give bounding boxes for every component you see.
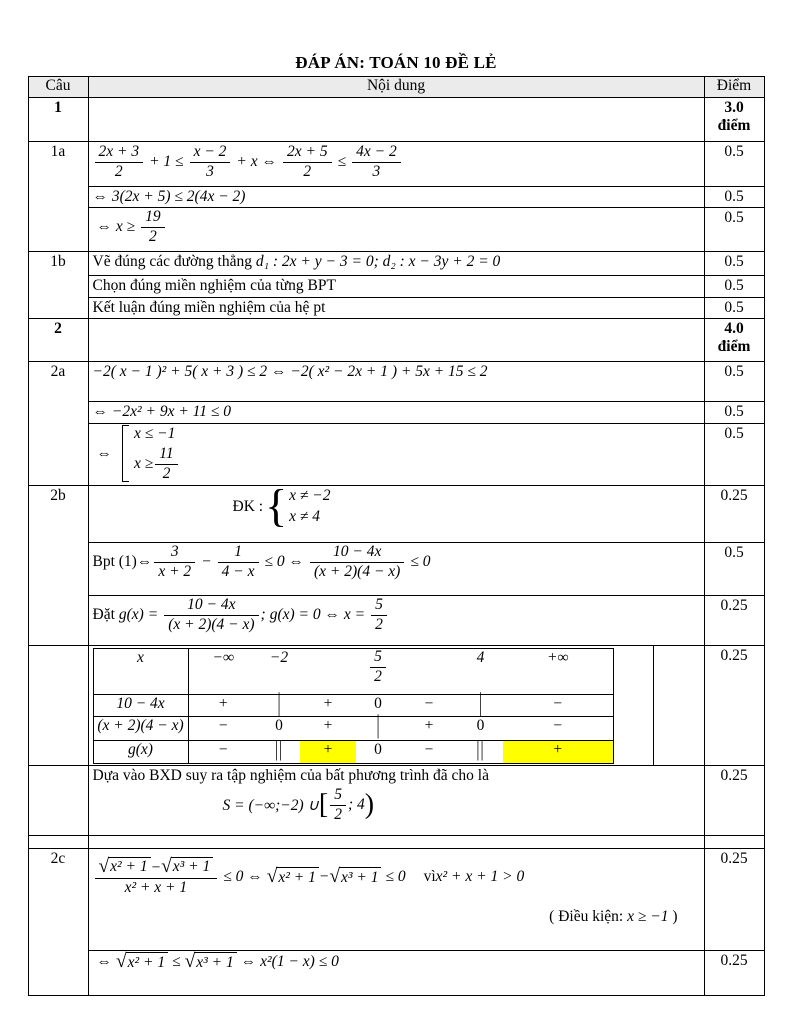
content-cell <box>88 424 704 486</box>
math-text: ; 4 <box>347 796 365 814</box>
fraction <box>310 544 404 580</box>
math-text: ⇔ <box>96 953 112 970</box>
math-text: ≤ 0 <box>385 867 406 885</box>
content-cell <box>88 252 704 276</box>
content-cell <box>88 276 704 298</box>
separator-cell <box>356 710 400 741</box>
fraction <box>330 787 346 823</box>
formula-1a-1 <box>93 144 403 180</box>
numerator: 11 <box>155 446 177 465</box>
radical-icon: √ <box>116 951 127 972</box>
numerator: 2x + 3 <box>95 144 144 163</box>
formula-1b-lines: d₁ : 2x + y − 3 = 0; d₂ : x − 3y + 2 = 0 <box>255 253 501 270</box>
table-row <box>28 298 764 319</box>
math-text: ⇔ x ≥ <box>96 218 136 236</box>
fraction <box>141 209 165 245</box>
points-cell <box>704 98 764 142</box>
fraction <box>371 597 387 633</box>
expr-label: 10 − 4x <box>93 695 188 717</box>
case-stack <box>289 487 330 526</box>
radical-icon: √ <box>98 856 110 877</box>
content-cell <box>88 849 704 951</box>
formula-1a-2: ⇔ 3(2x + 5) ≤ 2(4x − 2) <box>92 188 246 205</box>
radicand: x³ + 1 <box>194 952 237 972</box>
denominator: x + 2 <box>158 562 192 580</box>
solution-set <box>223 787 700 823</box>
table-row <box>28 402 764 424</box>
condition-label: ĐK : <box>232 497 264 515</box>
sqrt-expression <box>329 867 381 887</box>
table-row <box>28 187 764 208</box>
content-cell <box>88 836 704 849</box>
points-cell: 0.25 <box>704 951 764 996</box>
table-row <box>28 424 764 486</box>
sign-cell <box>300 649 356 695</box>
radicand: x³ + 1 <box>171 857 214 876</box>
formula-2c-2 <box>93 952 343 972</box>
content-cell <box>88 480 704 543</box>
answer-text: Vẽ đúng các đường thẳng <box>92 253 252 270</box>
points-cell: 0.5 <box>704 142 764 187</box>
expr-label: (x + 2)(4 − x) <box>93 717 188 741</box>
points-cell: 0.25 <box>704 596 764 646</box>
numerator <box>95 857 218 879</box>
table-row <box>28 766 764 836</box>
sign-table <box>93 648 614 764</box>
boundary-label: +∞ <box>503 649 613 695</box>
table-header-row <box>28 77 764 98</box>
numerator: x − 2 <box>190 144 231 163</box>
vertical-bar: | <box>277 688 281 718</box>
points-cell: 0.25 <box>704 849 764 951</box>
fraction <box>190 144 231 180</box>
header-diem: Điểm <box>704 77 764 98</box>
numerator: 1 <box>218 544 259 563</box>
curly-brace: { <box>265 480 288 532</box>
table-row <box>28 543 764 596</box>
math-text: g(x) = <box>118 606 159 624</box>
math-text: g(x) = 0 ⇔ x = <box>269 606 366 624</box>
radicand: x² + 1 <box>126 952 169 972</box>
points-cell: 0.5 <box>704 298 764 319</box>
answer-key-table <box>28 76 765 996</box>
points-cell: 0.5 <box>704 208 764 252</box>
content-cell <box>88 142 704 187</box>
math-text: − <box>150 859 162 876</box>
vertical-bar: | <box>376 710 380 740</box>
table-row <box>28 646 764 766</box>
math-text: − <box>201 553 212 571</box>
sign-cell: − <box>188 717 258 741</box>
boundary-label: 4 <box>458 649 503 695</box>
cau-cell: 2c <box>28 849 88 996</box>
points-value: 3.0 <box>724 99 744 116</box>
separator-cell <box>258 688 300 718</box>
fraction <box>283 144 332 180</box>
math-text: ; <box>260 606 266 624</box>
numerator: 3 <box>154 544 195 563</box>
math-text: + 1 ≤ <box>149 153 184 171</box>
radical-icon: √ <box>329 865 340 887</box>
cau-cell: 1b <box>28 252 88 319</box>
cau-cell <box>28 836 88 849</box>
formula-1a-3 <box>93 209 167 245</box>
case-line <box>134 446 180 482</box>
sign-cell: + <box>300 695 356 717</box>
math-text: x² + x + 1 > 0 <box>435 867 525 885</box>
math-text: + x ⇔ <box>236 153 277 171</box>
denominator: 2 <box>114 162 123 180</box>
fraction <box>352 144 401 180</box>
cau-cell: 1a <box>28 142 88 252</box>
points-cell <box>704 836 764 849</box>
cau-cell <box>28 646 88 766</box>
formula-2b-bpt <box>93 544 435 580</box>
vertical-bar: | <box>478 688 483 718</box>
radicand: x² + 1 <box>276 867 319 887</box>
table-row <box>28 208 764 252</box>
content-cell <box>88 766 704 836</box>
table-row <box>28 596 764 646</box>
points-cell: 0.5 <box>704 362 764 402</box>
denominator: 3 <box>372 162 381 180</box>
sqrt-expression <box>161 857 213 876</box>
text-label: vì <box>423 867 436 885</box>
double-bar: || <box>274 737 284 762</box>
math-text: x ≥ −1 <box>627 908 669 926</box>
content-cell <box>88 646 704 766</box>
condition-close: ) <box>672 908 678 926</box>
content-cell <box>88 319 704 362</box>
page-title: ĐÁP ÁN: TOÁN 10 ĐỀ LẺ <box>295 53 497 72</box>
numerator: 19 <box>141 209 165 228</box>
square-bracket <box>122 425 129 482</box>
case-line: x ≤ −1 <box>134 425 176 442</box>
sign-table-header <box>93 649 613 695</box>
denominator: 2 <box>375 615 383 633</box>
formula-2a-3 <box>93 425 180 482</box>
sqrt-expression <box>185 952 237 972</box>
table-row <box>28 319 764 362</box>
sign-table-row <box>93 695 613 717</box>
sign-cell-highlighted: + <box>503 741 613 764</box>
cau-cell: 2a <box>28 362 88 486</box>
points-cell: 0.5 <box>704 252 764 276</box>
content-cell <box>88 596 704 646</box>
points-cell: 0.5 <box>704 424 764 486</box>
numerator: 4x − 2 <box>352 144 401 163</box>
numerator: 10 − 4x <box>310 544 404 563</box>
content-cell <box>88 362 704 402</box>
points-cell: 0.5 <box>704 276 764 298</box>
formula-solution-set: S = (−∞;−2) ∪ [ $\frac{5}{2}$ ; 4 ) <box>222 786 375 823</box>
formula-2b-dk <box>232 480 331 532</box>
sqrt-expression <box>116 952 168 972</box>
cau-cell: 2 <box>28 319 88 362</box>
radicand: x³ + 1 <box>339 867 382 887</box>
denominator: x² + x + 1 <box>124 878 188 896</box>
boundary-label <box>356 649 400 695</box>
expr-label: g(x) <box>93 741 188 764</box>
double-bar: || <box>476 737 485 762</box>
sign-cell: − <box>400 695 458 717</box>
numerator: 2x + 5 <box>283 144 332 163</box>
conclusion-text: Dựa vào BXD suy ra tập nghiệm của bất phương trình đã cho là <box>92 767 489 784</box>
math-text: ≤ 0 ⇔ <box>264 553 305 571</box>
denominator: 3 <box>206 162 214 180</box>
table-row <box>28 276 764 298</box>
zero-cell: 0 <box>374 741 382 758</box>
math-text: x ≥ <box>134 455 154 473</box>
fraction <box>370 649 386 685</box>
cau-cell: 2b <box>28 486 88 646</box>
denominator: 2 <box>149 227 157 245</box>
points-unit: điểm <box>717 117 751 134</box>
table-row <box>28 362 764 402</box>
zero-cell: 0 <box>356 695 400 717</box>
case-line: x ≠ −2 <box>289 487 331 504</box>
text-label: Bpt (1) <box>92 553 137 571</box>
content-cell <box>88 402 704 424</box>
radical-icon: √ <box>184 951 196 972</box>
separator-cell <box>258 737 300 764</box>
case-stack <box>134 425 180 482</box>
denominator: (x + 2)(4 − x) <box>168 615 255 633</box>
condition-note <box>93 908 700 926</box>
fraction <box>154 544 195 580</box>
points-unit: điểm <box>717 338 751 355</box>
header-noi-dung: Nội dung <box>88 77 704 98</box>
zero-cell: 0 <box>258 717 300 741</box>
sign-cell: + <box>188 695 258 717</box>
radicand: x² + 1 <box>108 857 151 876</box>
cau-cell: 1 <box>28 98 88 142</box>
answer-text: Chọn đúng miền nghiệm của từng BPT <box>92 277 336 294</box>
numerator: 5 <box>330 787 346 806</box>
fraction <box>95 144 144 180</box>
table-row <box>28 849 764 951</box>
radical-icon: √ <box>266 865 278 887</box>
math-text: − <box>318 867 330 885</box>
formula-2c-1 <box>93 857 525 896</box>
math-text: ≤ 0 <box>410 553 431 571</box>
case-line: x ≠ 4 <box>289 508 321 525</box>
content-cell <box>88 187 704 208</box>
denominator: 2 <box>334 805 342 823</box>
points-value: 4.0 <box>724 320 744 337</box>
var-label: x <box>93 649 188 695</box>
math-text: ≤ <box>337 153 347 171</box>
sqrt-expression <box>267 867 319 887</box>
condition-label: ( Điều kiện: <box>549 908 624 926</box>
denominator: (x + 2)(4 − x) <box>314 562 401 580</box>
content-cell <box>88 543 704 596</box>
points-cell: 0.5 <box>704 402 764 424</box>
fraction <box>95 857 218 896</box>
denominator: 2 <box>162 464 171 482</box>
math-text: ≤ <box>172 953 181 970</box>
sign-cell: − <box>503 717 613 741</box>
sign-table-row <box>93 717 613 741</box>
points-cell: 0.5 <box>704 187 764 208</box>
denominator: 2 <box>303 162 312 180</box>
sqrt-expression <box>99 857 151 876</box>
denominator: 4 − x <box>221 562 255 580</box>
formula-2a-2: ⇔ −2x² + 9x + 11 ≤ 0 <box>92 403 232 420</box>
sign-cell: − <box>503 695 613 717</box>
fraction <box>218 544 259 580</box>
table-row <box>28 486 764 543</box>
table-row <box>28 252 764 276</box>
fraction <box>164 597 258 633</box>
points-cell <box>704 319 764 362</box>
sign-cell: − <box>424 741 434 758</box>
formula-2b-gx <box>93 597 389 633</box>
sign-cell <box>400 649 458 695</box>
cau-cell <box>28 766 88 836</box>
numerator: 5 <box>371 597 387 616</box>
math-text: ⇔ x²(1 − x) ≤ 0 <box>240 953 339 970</box>
sign-cell: − <box>218 741 228 758</box>
separator-cell <box>458 737 503 764</box>
points-cell: 0.25 <box>704 766 764 836</box>
content-cell <box>88 951 704 996</box>
text-label: Đặt <box>92 606 115 624</box>
math-text: ⇔ <box>136 553 153 571</box>
numerator: 5 <box>370 649 386 668</box>
math-text: ⇔ <box>96 444 112 462</box>
table-row <box>28 98 764 142</box>
answer-text: Kết luận đúng miền nghiệm của hệ pt <box>92 299 326 316</box>
math-text: S = (−∞;−2) ∪ <box>222 796 319 814</box>
separator-cell <box>458 688 503 718</box>
sign-table-row <box>93 741 613 764</box>
radical-icon: √ <box>161 856 172 877</box>
table-row <box>28 836 764 849</box>
cell-divider <box>653 645 654 766</box>
formula-2a-1: −2( x − 1 )² + 5( x + 3 ) ≤ 2 ⇔ −2( x² − 2x + 1 ) + 5x + 15 ≤ 2 <box>92 363 488 380</box>
denominator: 2 <box>374 667 382 685</box>
sign-cell: + <box>400 717 458 741</box>
sign-cell-highlighted: + <box>300 741 356 764</box>
points-cell: 0.5 <box>704 543 764 596</box>
numerator: 10 − 4x <box>164 597 258 616</box>
header-cau: Câu <box>28 77 88 98</box>
content-cell <box>88 298 704 319</box>
points-cell: 0.25 <box>704 486 764 543</box>
table-row <box>28 142 764 187</box>
content-cell <box>88 208 704 252</box>
math-text: ≤ 0 ⇔ <box>223 867 263 885</box>
fraction <box>155 446 177 482</box>
zero-cell: 0 <box>458 717 503 741</box>
sign-cell: + <box>300 717 356 741</box>
points-cell: 0.25 <box>704 646 764 766</box>
content-cell <box>88 98 704 142</box>
table-row <box>28 951 764 996</box>
boundary-label: −2 <box>258 649 300 695</box>
boundary-label: −∞ <box>188 649 258 695</box>
